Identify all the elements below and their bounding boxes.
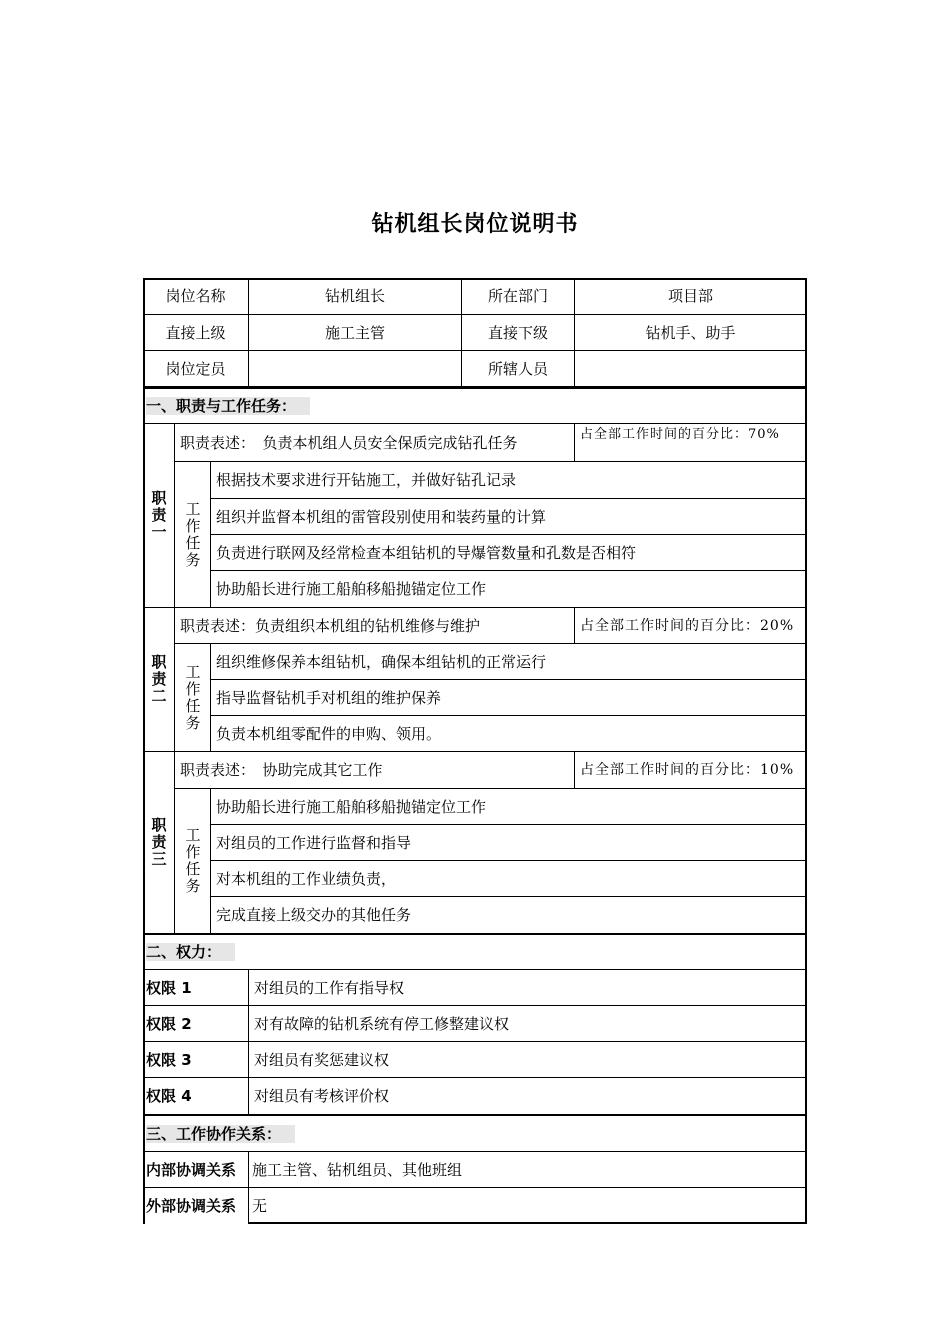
superior-label: 直接上级 bbox=[143, 315, 249, 351]
duty-2-task: 负责本机组零配件的申购、领用。 bbox=[211, 716, 807, 752]
duty-1-task: 组织并监督本机组的雷管段别使用和装药量的计算 bbox=[211, 499, 807, 535]
dept-value: 项目部 bbox=[575, 278, 807, 315]
duty-1-task-label: 工作任务 bbox=[175, 462, 211, 608]
duty-2-task-label: 工作任务 bbox=[175, 644, 211, 752]
superior-value: 施工主管 bbox=[249, 315, 462, 351]
duty-1-percentage: 占全部工作时间的百分比：70% bbox=[575, 424, 807, 462]
duty-3-task: 对组员的工作进行监督和指导 bbox=[211, 825, 807, 861]
duty-2-percentage: 占全部工作时间的百分比：20% bbox=[575, 608, 807, 644]
duty-3-task: 对本机组的工作业绩负责， bbox=[211, 861, 807, 897]
power-label: 权限 4 bbox=[143, 1078, 249, 1115]
power-label: 权限 1 bbox=[143, 970, 249, 1006]
duty-1-description: 职责表述： 负责本机组人员安全保质完成钻孔任务 bbox=[175, 424, 575, 462]
post-name-value: 钻机组长 bbox=[249, 278, 462, 315]
divider bbox=[143, 933, 807, 935]
relation-text: 施工主管、钻机组员、其他班组 bbox=[249, 1152, 807, 1188]
divider bbox=[143, 387, 807, 389]
duty-1-task: 负责进行联网及经常检查本组钻机的导爆管数量和孔数是否相符 bbox=[211, 535, 807, 571]
duty-1-task: 协助船长进行施工船舶移船抛锚定位工作 bbox=[211, 571, 807, 608]
relation-label: 内部协调关系 bbox=[143, 1152, 249, 1188]
duty-3-task: 完成直接上级交办的其他任务 bbox=[211, 897, 807, 934]
power-text: 对组员有考核评价权 bbox=[249, 1078, 807, 1115]
section-powers-heading: 二、权力： bbox=[143, 935, 807, 970]
power-text: 对组员有奖惩建议权 bbox=[249, 1042, 807, 1078]
section-relations-heading: 三、工作协作关系： bbox=[143, 1116, 807, 1152]
duty-2-task: 组织维修保养本组钻机，确保本组钻机的正常运行 bbox=[211, 644, 807, 680]
duty-1-label: 职责一 bbox=[143, 424, 175, 608]
duty-2-label: 职责二 bbox=[143, 608, 175, 752]
power-label: 权限 2 bbox=[143, 1006, 249, 1042]
relation-text: 无 bbox=[249, 1188, 807, 1224]
headcount-label: 岗位定员 bbox=[143, 351, 249, 387]
power-text: 对组员的工作有指导权 bbox=[249, 970, 807, 1006]
duty-3-task-label: 工作任务 bbox=[175, 789, 211, 934]
divider bbox=[143, 1114, 807, 1116]
duty-3-description: 职责表述： 协助完成其它工作 bbox=[175, 752, 575, 789]
subordinate-label: 直接下级 bbox=[462, 315, 575, 351]
staff-value bbox=[575, 351, 807, 387]
headcount-value bbox=[249, 351, 462, 387]
power-text: 对有故障的钻机系统有停工修整建议权 bbox=[249, 1006, 807, 1042]
page-title: 钻机组长岗位说明书 bbox=[371, 212, 579, 237]
post-name-label: 岗位名称 bbox=[143, 278, 249, 315]
divider bbox=[249, 1222, 807, 1224]
duty-2-task: 指导监督钻机手对机组的维护保养 bbox=[211, 680, 807, 716]
section-duties-heading: 一、职责与工作任务： bbox=[143, 388, 807, 424]
duty-3-label: 职责三 bbox=[143, 752, 175, 934]
subordinate-value: 钻机手、助手 bbox=[575, 315, 807, 351]
staff-label: 所辖人员 bbox=[462, 351, 575, 387]
duty-2-description: 职责表述：负责组织本机组的钻机维修与维护 bbox=[175, 608, 575, 644]
relation-label: 外部协调关系 bbox=[143, 1188, 249, 1224]
dept-label: 所在部门 bbox=[462, 278, 575, 315]
duty-1-task: 根据技术要求进行开钻施工，并做好钻孔记录 bbox=[211, 462, 807, 499]
duty-3-task: 协助船长进行施工船舶移船抛锚定位工作 bbox=[211, 789, 807, 825]
power-label: 权限 3 bbox=[143, 1042, 249, 1078]
duty-3-percentage: 占全部工作时间的百分比：10% bbox=[575, 752, 807, 789]
job-description-table bbox=[143, 278, 807, 1224]
